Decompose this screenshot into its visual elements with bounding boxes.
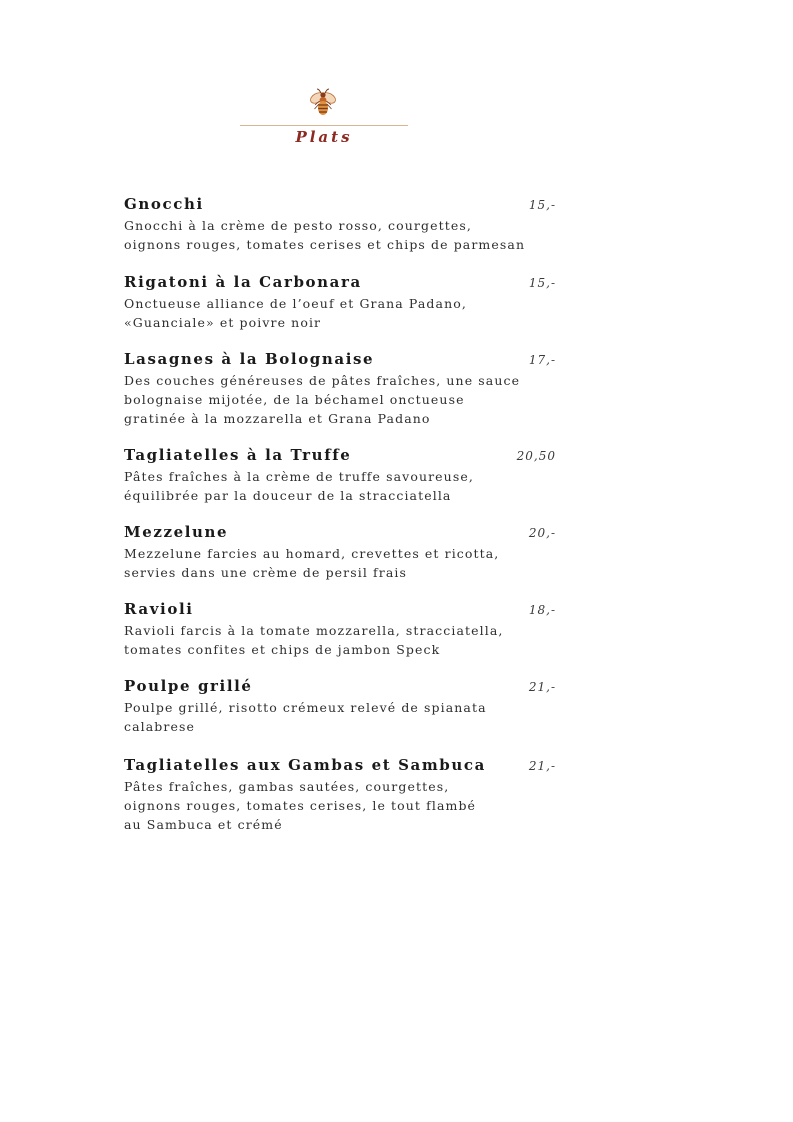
menu-header [240, 86, 408, 146]
dish-price: 18,- [528, 603, 556, 617]
dish-description [124, 777, 544, 834]
dish-description [124, 216, 544, 254]
dish-description [124, 621, 544, 659]
dish-description [124, 294, 544, 332]
dish-price: 15,- [528, 276, 556, 290]
description-line: «Guanciale» et poivre noir [124, 315, 322, 330]
description-line: Des couches généreuses de pâtes fraîches, une sauce [124, 373, 521, 388]
dish-name: Tagliatelles aux Gambas et Sambuca [124, 756, 486, 774]
dish-name: Ravioli [124, 600, 194, 618]
description-line: oignons rouges, tomates cerises, le tout flambé [124, 798, 477, 813]
description-line: Gnocchi à la crème de pesto rosso, courgettes, [124, 218, 472, 233]
description-line: Poulpe grillé, risotto crémeux relevé de spianata [124, 700, 487, 715]
dish-description [124, 698, 544, 736]
description-line: servies dans une crème de persil frais [124, 565, 407, 580]
description-line: tomates confites et chips de jambon Speck [124, 642, 441, 657]
description-line: calabrese [124, 719, 195, 734]
description-line: Pâtes fraîches, gambas sautées, courgettes, [124, 779, 450, 794]
description-line: équilibrée par la douceur de la stracciatella [124, 488, 452, 503]
dish-price: 21,- [528, 759, 556, 773]
dish-price: 20,50 [516, 449, 556, 463]
header-divider [240, 125, 408, 126]
description-line: bolognaise mijotée, de la béchamel onctueuse [124, 392, 465, 407]
dish-name: Gnocchi [124, 195, 204, 213]
description-line: au Sambuca et crémé [124, 817, 283, 832]
dish-price: 20,- [528, 526, 556, 540]
dish-description [124, 544, 544, 582]
description-line: gratinée à la mozzarella et Grana Padano [124, 411, 431, 426]
description-line: Mezzelune farcies au homard, crevettes et ricotta, [124, 546, 500, 561]
dish-name: Tagliatelles à la Truffe [124, 446, 352, 464]
description-line: oignons rouges, tomates cerises et chips de parmesan [124, 237, 526, 252]
bee-icon [306, 86, 340, 120]
description-line: Onctueuse alliance de l’oeuf et Grana Padano, [124, 296, 467, 311]
dish-price: 17,- [528, 353, 556, 367]
description-line: Ravioli farcis à la tomate mozzarella, stracciatella, [124, 623, 504, 638]
dish-name: Rigatoni à la Carbonara [124, 273, 362, 291]
dish-name: Mezzelune [124, 523, 229, 541]
dish-name: Poulpe grillé [124, 677, 253, 695]
description-line: Pâtes fraîches à la crème de truffe savoureuse, [124, 469, 474, 484]
dish-name: Lasagnes à la Bolognaise [124, 350, 375, 368]
dish-price: 15,- [528, 198, 556, 212]
section-title: Plats [295, 128, 353, 146]
dish-description [124, 371, 544, 428]
dish-description [124, 467, 544, 505]
dish-price: 21,- [528, 680, 556, 694]
